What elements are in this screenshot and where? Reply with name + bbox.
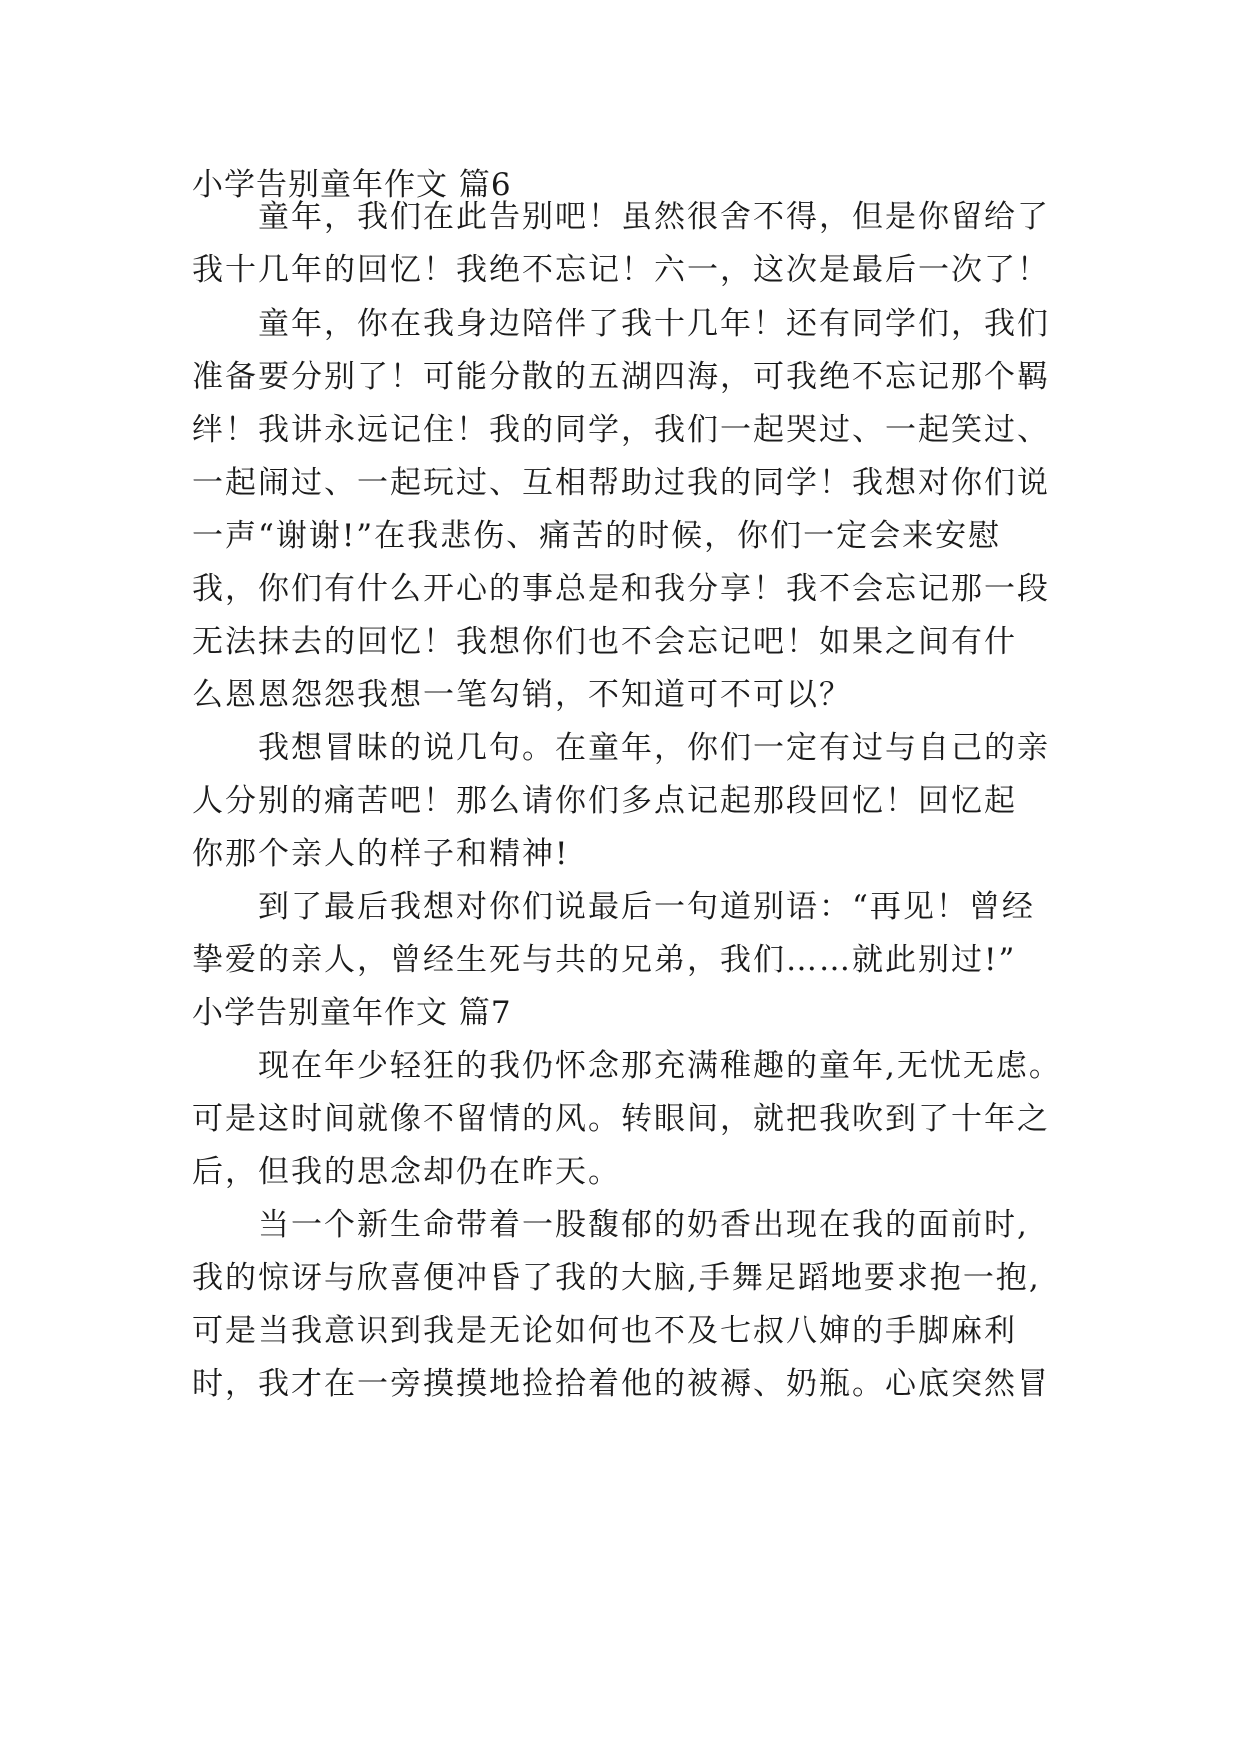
text-line: 时，我才在一旁摸摸地捡拾着他的被褥、奶瓶。心底突然冒 bbox=[192, 1366, 1050, 1402]
text-line: 现在年少轻狂的我仍怀念那充满稚趣的童年,无忧无虑。 bbox=[192, 1048, 1062, 1084]
text-line: 我想冒昧的说几句。在童年，你们一定有过与自己的亲 bbox=[192, 730, 1050, 766]
text-line: 人分别的痛苦吧！那么请你们多点记起那段回忆！回忆起 bbox=[192, 783, 1017, 819]
text-line: 挚爱的亲人，曾经生死与共的兄弟，我们……就此别过!” bbox=[192, 942, 1017, 978]
section-heading-6: 小学告别童年作文 篇6 bbox=[192, 167, 512, 203]
text-line: 当一个新生命带着一股馥郁的奶香出现在我的面前时, bbox=[192, 1207, 1029, 1243]
text-line: 我十几年的回忆！我绝不忘记！六一，这次是最后一次了！ bbox=[192, 252, 1050, 288]
text-line: 可是这时间就像不留情的风。转眼间，就把我吹到了十年之 bbox=[192, 1101, 1050, 1137]
text-line: 童年，我们在此告别吧！虽然很舍不得，但是你留给了 bbox=[192, 199, 1050, 235]
text-line: 可是当我意识到我是无论如何也不及七叔八婶的手脚麻利 bbox=[192, 1313, 1017, 1349]
text-line: 后，但我的思念却仍在昨天。 bbox=[192, 1154, 621, 1190]
text-line: 到了最后我想对你们说最后一句道别语：“再见！曾经 bbox=[192, 889, 1035, 925]
text-line: 么恩恩怨怨我想一笔勾销，不知道可不可以？ bbox=[192, 677, 852, 713]
text-line: 一起闹过、一起玩过、互相帮助过我的同学！我想对你们说 bbox=[192, 465, 1050, 501]
text-line: 你那个亲人的样子和精神! bbox=[192, 836, 570, 872]
text-line: 准备要分别了！可能分散的五湖四海，可我绝不忘记那个羁 bbox=[192, 359, 1050, 395]
text-line: 绊！我讲永远记住！我的同学，我们一起哭过、一起笑过、 bbox=[192, 412, 1050, 448]
text-line: 一声“谢谢!”在我悲伤、痛苦的时候，你们一定会来安慰 bbox=[192, 518, 1002, 554]
text-line: 我，你们有什么开心的事总是和我分享！我不会忘记那一段 bbox=[192, 571, 1050, 607]
text-line: 我的惊讶与欣喜便冲昏了我的大脑,手舞足蹈地要求抱一抱, bbox=[192, 1260, 1041, 1296]
text-line: 童年，你在我身边陪伴了我十几年！还有同学们，我们 bbox=[192, 306, 1050, 342]
text-line: 无法抹去的回忆！我想你们也不会忘记吧！如果之间有什 bbox=[192, 624, 1017, 660]
section-heading-7: 小学告别童年作文 篇7 bbox=[192, 995, 512, 1031]
